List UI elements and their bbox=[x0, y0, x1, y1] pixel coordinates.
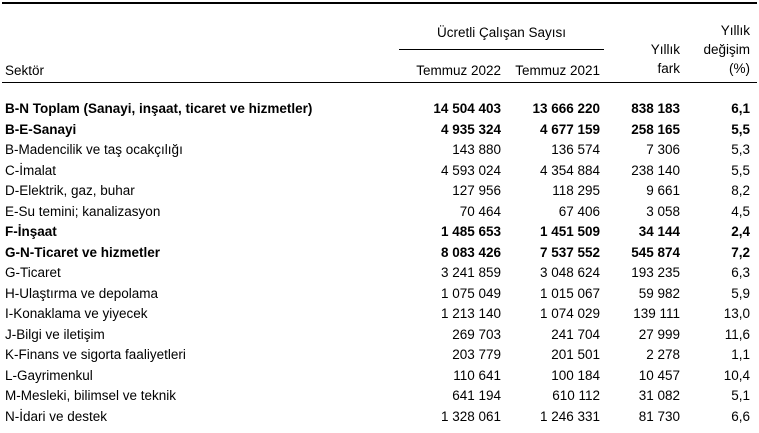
value-yillik-fark: 238 140 bbox=[631, 162, 681, 178]
header-group-ucretli-calisan-sayisi bbox=[399, 3, 604, 50]
header-yillik-fark-line2: fark bbox=[657, 61, 681, 76]
value-yillik-degisim: 4,5 bbox=[731, 203, 751, 219]
value-temmuz-2021: 610 112 bbox=[552, 388, 601, 403]
value-yillik-degisim: 10,4 bbox=[723, 367, 751, 383]
table-row bbox=[2, 386, 757, 407]
value-temmuz-2022: 1 328 061 bbox=[440, 408, 501, 424]
value-temmuz-2022: 127 956 bbox=[452, 183, 501, 198]
value-temmuz-2022: 269 703 bbox=[452, 326, 501, 342]
value-temmuz-2021: 1 451 509 bbox=[539, 224, 601, 239]
header-yillik-degisim-line2: değişim bbox=[703, 42, 751, 57]
value-temmuz-2022: 203 779 bbox=[452, 347, 501, 362]
table-row bbox=[2, 120, 757, 141]
value-yillik-fark: 9 661 bbox=[646, 183, 681, 198]
value-yillik-degisim: 8,2 bbox=[731, 183, 751, 198]
header-temmuz-2021: Temmuz 2021 bbox=[515, 63, 601, 78]
value-yillik-fark: 10 457 bbox=[638, 367, 681, 383]
value-yillik-degisim: 2,4 bbox=[731, 224, 751, 239]
value-temmuz-2021: 100 184 bbox=[551, 367, 601, 383]
value-temmuz-2022: 641 194 bbox=[452, 388, 501, 403]
value-temmuz-2021: 201 501 bbox=[551, 347, 601, 362]
value-temmuz-2022: 1 075 049 bbox=[440, 285, 501, 301]
value-temmuz-2021: 1 015 067 bbox=[539, 285, 601, 301]
sector-cell: D-Elektrik, gaz, buhar bbox=[5, 183, 135, 198]
sector-cell: H-Ulaştırma ve depolama bbox=[5, 285, 159, 301]
table-row bbox=[2, 140, 757, 161]
value-temmuz-2022: 110 641 bbox=[453, 367, 501, 383]
table-header bbox=[2, 3, 757, 83]
value-yillik-degisim: 5,5 bbox=[731, 121, 751, 137]
value-yillik-fark: 34 144 bbox=[638, 224, 681, 239]
value-temmuz-2021: 7 537 552 bbox=[539, 244, 601, 260]
value-temmuz-2021: 67 406 bbox=[558, 203, 601, 219]
table-row bbox=[2, 222, 757, 243]
value-yillik-fark: 545 874 bbox=[631, 244, 681, 260]
sector-cell: J-Bilgi ve iletişim bbox=[5, 326, 105, 342]
header-sector: Sektör bbox=[5, 63, 45, 78]
value-temmuz-2022: 4 593 024 bbox=[440, 162, 501, 178]
sector-cell: E-Su temini; kanalizasyon bbox=[5, 203, 161, 219]
value-yillik-degisim: 6,3 bbox=[731, 265, 751, 280]
header-yillik-fark bbox=[604, 3, 684, 83]
value-temmuz-2021: 13 666 220 bbox=[532, 101, 601, 116]
table-row bbox=[2, 284, 757, 305]
header-group-label: Ücretli Çalışan Sayısı bbox=[436, 25, 567, 40]
value-temmuz-2022: 3 241 859 bbox=[440, 265, 501, 280]
employment-table bbox=[2, 2, 757, 433]
table-row bbox=[2, 304, 757, 325]
value-yillik-degisim: 1,1 bbox=[731, 347, 751, 362]
value-temmuz-2021: 4 677 159 bbox=[539, 121, 601, 137]
header-yillik-degisim bbox=[684, 3, 757, 83]
value-temmuz-2022: 1 485 653 bbox=[440, 224, 501, 239]
value-yillik-fark: 7 306 bbox=[646, 142, 681, 157]
sector-cell: L-Gayrimenkul bbox=[5, 367, 93, 383]
sector-cell: M-Mesleki, bilimsel ve teknik bbox=[5, 388, 177, 403]
value-yillik-degisim: 13,0 bbox=[723, 306, 751, 321]
value-yillik-fark: 27 999 bbox=[638, 326, 681, 342]
value-yillik-degisim: 5,5 bbox=[731, 162, 751, 178]
sector-cell: K-Finans ve sigorta faaliyetleri bbox=[5, 347, 186, 362]
value-yillik-fark: 2 278 bbox=[646, 347, 681, 362]
value-temmuz-2022: 70 464 bbox=[459, 203, 501, 219]
value-temmuz-2022: 14 504 403 bbox=[433, 101, 501, 116]
value-temmuz-2022: 1 213 140 bbox=[440, 306, 501, 321]
value-temmuz-2021: 3 048 624 bbox=[539, 265, 601, 280]
header-yillik-fark-line1: Yıllık bbox=[650, 42, 681, 57]
header-yillik-degisim-line3: (%) bbox=[729, 61, 751, 76]
value-temmuz-2021: 4 354 884 bbox=[539, 162, 601, 178]
table-row bbox=[2, 161, 757, 182]
table-row bbox=[2, 243, 757, 264]
table-row bbox=[2, 181, 757, 202]
table-row bbox=[2, 345, 757, 366]
value-yillik-fark: 81 730 bbox=[638, 408, 681, 424]
value-temmuz-2022: 4 935 324 bbox=[440, 121, 501, 137]
table-row bbox=[2, 263, 757, 284]
value-temmuz-2021: 1 074 029 bbox=[539, 306, 601, 321]
table-row bbox=[2, 325, 757, 346]
sector-cell: F-İnşaat bbox=[5, 224, 57, 239]
value-temmuz-2021: 118 295 bbox=[552, 183, 601, 198]
header-temmuz-2022: Temmuz 2022 bbox=[416, 63, 501, 78]
value-temmuz-2021: 1 246 331 bbox=[539, 408, 601, 424]
value-yillik-fark: 3 058 bbox=[646, 203, 681, 219]
value-yillik-fark: 258 165 bbox=[631, 121, 681, 137]
value-yillik-degisim: 5,1 bbox=[731, 388, 751, 403]
table-row bbox=[2, 407, 757, 433]
value-yillik-fark: 59 982 bbox=[638, 285, 681, 301]
sector-cell: G-N-Ticaret ve hizmetler bbox=[5, 244, 161, 260]
sector-cell: C-İmalat bbox=[5, 162, 57, 178]
sector-cell: I-Konaklama ve yiyecek bbox=[5, 306, 148, 321]
table-body bbox=[2, 83, 757, 433]
value-temmuz-2022: 143 880 bbox=[452, 142, 501, 157]
sector-cell: N-İdari ve destek bbox=[5, 408, 108, 424]
value-temmuz-2021: 136 574 bbox=[551, 142, 601, 157]
value-yillik-fark: 838 183 bbox=[631, 101, 681, 116]
value-yillik-fark: 193 235 bbox=[631, 265, 681, 280]
sector-cell: G-Ticaret bbox=[5, 265, 61, 280]
value-yillik-degisim: 6,6 bbox=[731, 408, 751, 424]
sector-cell: B-N Toplam (Sanayi, inşaat, ticaret ve hizmetler) bbox=[5, 101, 313, 116]
value-yillik-degisim: 11,6 bbox=[724, 326, 751, 342]
value-temmuz-2021: 241 704 bbox=[551, 326, 601, 342]
value-yillik-degisim: 7,2 bbox=[731, 244, 751, 260]
value-yillik-fark: 31 082 bbox=[638, 388, 681, 403]
header-row-top bbox=[2, 3, 757, 50]
value-yillik-fark: 139 111 bbox=[633, 306, 681, 321]
value-temmuz-2022: 8 083 426 bbox=[440, 244, 501, 260]
sector-cell: B-Madencilik ve taş ocakçılığı bbox=[5, 142, 183, 157]
table-row bbox=[2, 366, 757, 387]
value-yillik-degisim: 6,1 bbox=[731, 101, 751, 116]
table-row bbox=[2, 202, 757, 223]
header-yillik-degisim-line1: Yıllık bbox=[720, 23, 751, 38]
value-yillik-degisim: 5,9 bbox=[731, 285, 751, 301]
table-row bbox=[2, 83, 757, 120]
value-yillik-degisim: 5,3 bbox=[731, 142, 751, 157]
sector-cell: B-E-Sanayi bbox=[5, 121, 77, 137]
